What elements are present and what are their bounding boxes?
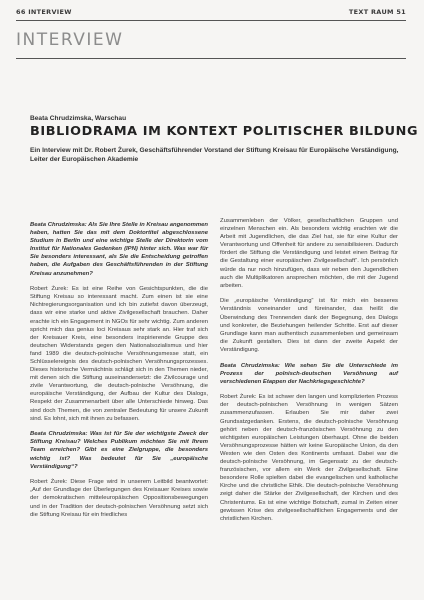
- article-intro: Ein Interview mit Dr. Robert Żurek, Geschäftsführender Vorstand der Stiftung Kreisau für Europäische Verständigung, Leiter der Europäischen Akademie: [30, 147, 399, 163]
- question-paragraph: Beata Chrudzimska: Was ist für Sie der wichtigste Zweck der Stiftung Kreisau? Welches Publikum möchten Sie mit Ihrem Team erreichen? Gibt es eine Zielgruppe, die besonders wichtig ist? Was bedeutet für Sie „europäische Verständigung“?: [30, 431, 208, 470]
- answer-paragraph: Robert Żurek: Es ist schwer den langen und komplizierten Prozess der deutsch-polnischen Versöhnung in wenigen Sätzen zusammenzufassen. Erlauben Sie mir daher zwei Grundsatzgedanken. Erstens, die deutsch-polnische Versöhnung gehört neben der deutsch-französischen Versöhnung zu den wichtigsten europäischen Leistungen überhaupt. Ohne die beiden Versöhnungsprozesse hätten wir keine Europäische Union, da den Westen wie den Osten des Kontinents umfasst. Dabei war die deutsch-polnische Versöhnung, im Gegensatz zu der deutsch-französischen, vor allem ein Werk der Zivilgesellschaft. Eine besondere Rolle spielten dabei die evangelischen und katholische Kirche und die christliche Ethik. Die deutsch-polnische Versöhnung zeigt daher die Stärke der Zivilgesellschaft, der Kirchen und des Christentums. Es ist eine wichtige Botschaft, zumal in Zeiten einer gewissen Krise des zivilgesellschaftlichen Engagements und der christlichen Kirchen.: [220, 394, 398, 522]
- byline: Beata Chrudzimska, Warschau: [30, 115, 127, 122]
- answer-paragraph: Zusammenleben der Völker, gesellschaftlichen Gruppen und einzelnen Menschen ein. Als besonders wichtig erachten wir die Arbeit mit Jugendlichen, die das Ziel hat, sie für eine Kultur der Verantwortung und Offenheit für andere zu sensibilisieren. Dadurch fördert die Stiftung die Verständigung und leistet einen Beitrag für die Gestaltung einer europäischen Zivilgesellschaft“. Ich persönlich würde da nur noch hinzufügen, dass wir neben den Jugendlichen auch die Multiplikatoren ansprechen möchten, die mit der Jugend arbeiten.: [220, 218, 398, 289]
- answer-paragraph: Robert Żurek: Diese Frage wird in unserem Leitbild beantwortet: „Auf der Grundlage der Überlegungen des Kreisauer Kreises sowie der demokratischen mitteleuropäischen Oppositionsbewegungen und in der Tradition der deutsch-polnischen Versöhnung setzt sich die Stiftung Kreisau für ein friedliches: [30, 479, 208, 518]
- magazine-label: TEXT RAUM 51: [348, 8, 406, 16]
- left-column: [30, 221, 208, 526]
- section-title: INTERVIEW: [16, 30, 124, 50]
- question-paragraph: Beata Chrudzimska: Wie sehen Sie die Unterschiede im Prozess der polnisch-deutschen Versöhnung auf verschiedenen Etappen der Nachkriegsgeschichte?: [220, 362, 398, 385]
- answer-paragraph: Die „europäische Verständigung“ ist für mich ein besseres Verständnis voneinander und füreinander, das heißt die Überwindung des Trennenden dank der Begegnung, des Dialogs und konkreter, die Beziehungen heilender Schritte. Erst auf dieser Grundlage kann man authentisch zusammenleben und gemeinsam die Zukunft gestalten. Dies ist dann der zweite Aspekt der Verständigung.: [220, 298, 398, 353]
- article-headline: BIBLIODRAMA IM KONTEXT POLITISCHER BILDUNG: [30, 124, 419, 139]
- running-header: [16, 8, 406, 20]
- right-column: [220, 217, 398, 530]
- answer-paragraph: Robert Żurek: Es ist eine Reihe von Gesichtspunkten, die die Stiftung Kreisau so interessant macht. Zum einen ist sie eine Nichtregierungsorganisation und ich bin zutiefst davon überzeugt, dass wir eine starke und aktive Zivilgesellschaft brauchen. Daher erachte ich ein Engagement in NGOs für sehr wichtig. Zum anderen spricht mich das genius loci Kreisaus sehr stark an. Hier traf sich der Kreisauer Kreis, eine besonders inspirierende Gruppe des deutschen Widerstands gegen den Nationalsozialismus und hier fand 1989 die deutsch-polnische Versöhnungsmesse statt, ein Schlüsselereignis des deutsch-polnischen Versöhnungsprozesses. Dieses historische Vermächtnis schlägt sich in den Themen nieder, mit denen sich die Stiftung auseinandersetzt: die Zivilcourage und zivile Verantwortung, die deutsch-polnische Versöhnung, die europäische Verständigung, der Aufbau der Kultur des Dialogs, Respekt der Zusammenarbeit über alle Unterschiede hinweg. Das sind doch Themen, die von zentraler Bedeutung für unsere Zukunft sind. Es lohnt, sich mit ihnen zu befassen.: [30, 286, 208, 422]
- page-number-label: 66 INTERVIEW: [16, 8, 72, 16]
- question-paragraph: Beata Chrudzimska: Als Sie Ihre Stelle in Kreisau angenommen haben, hatten Sie das mit dem Doktortitel abgeschlossene Studium in Berlin und eine wichtige Stelle der Direktorin vom Institut für Nationales Gedenken (IPN) hinter sich. Was war für Sie besonders interessant, als Sie die Entscheidung getroffen haben, die Aufgaben des Geschäftsführenden in der Stiftung Kreisau anzunehmen?: [30, 222, 208, 277]
- header-rule: [16, 20, 406, 21]
- section-rule: [16, 58, 406, 59]
